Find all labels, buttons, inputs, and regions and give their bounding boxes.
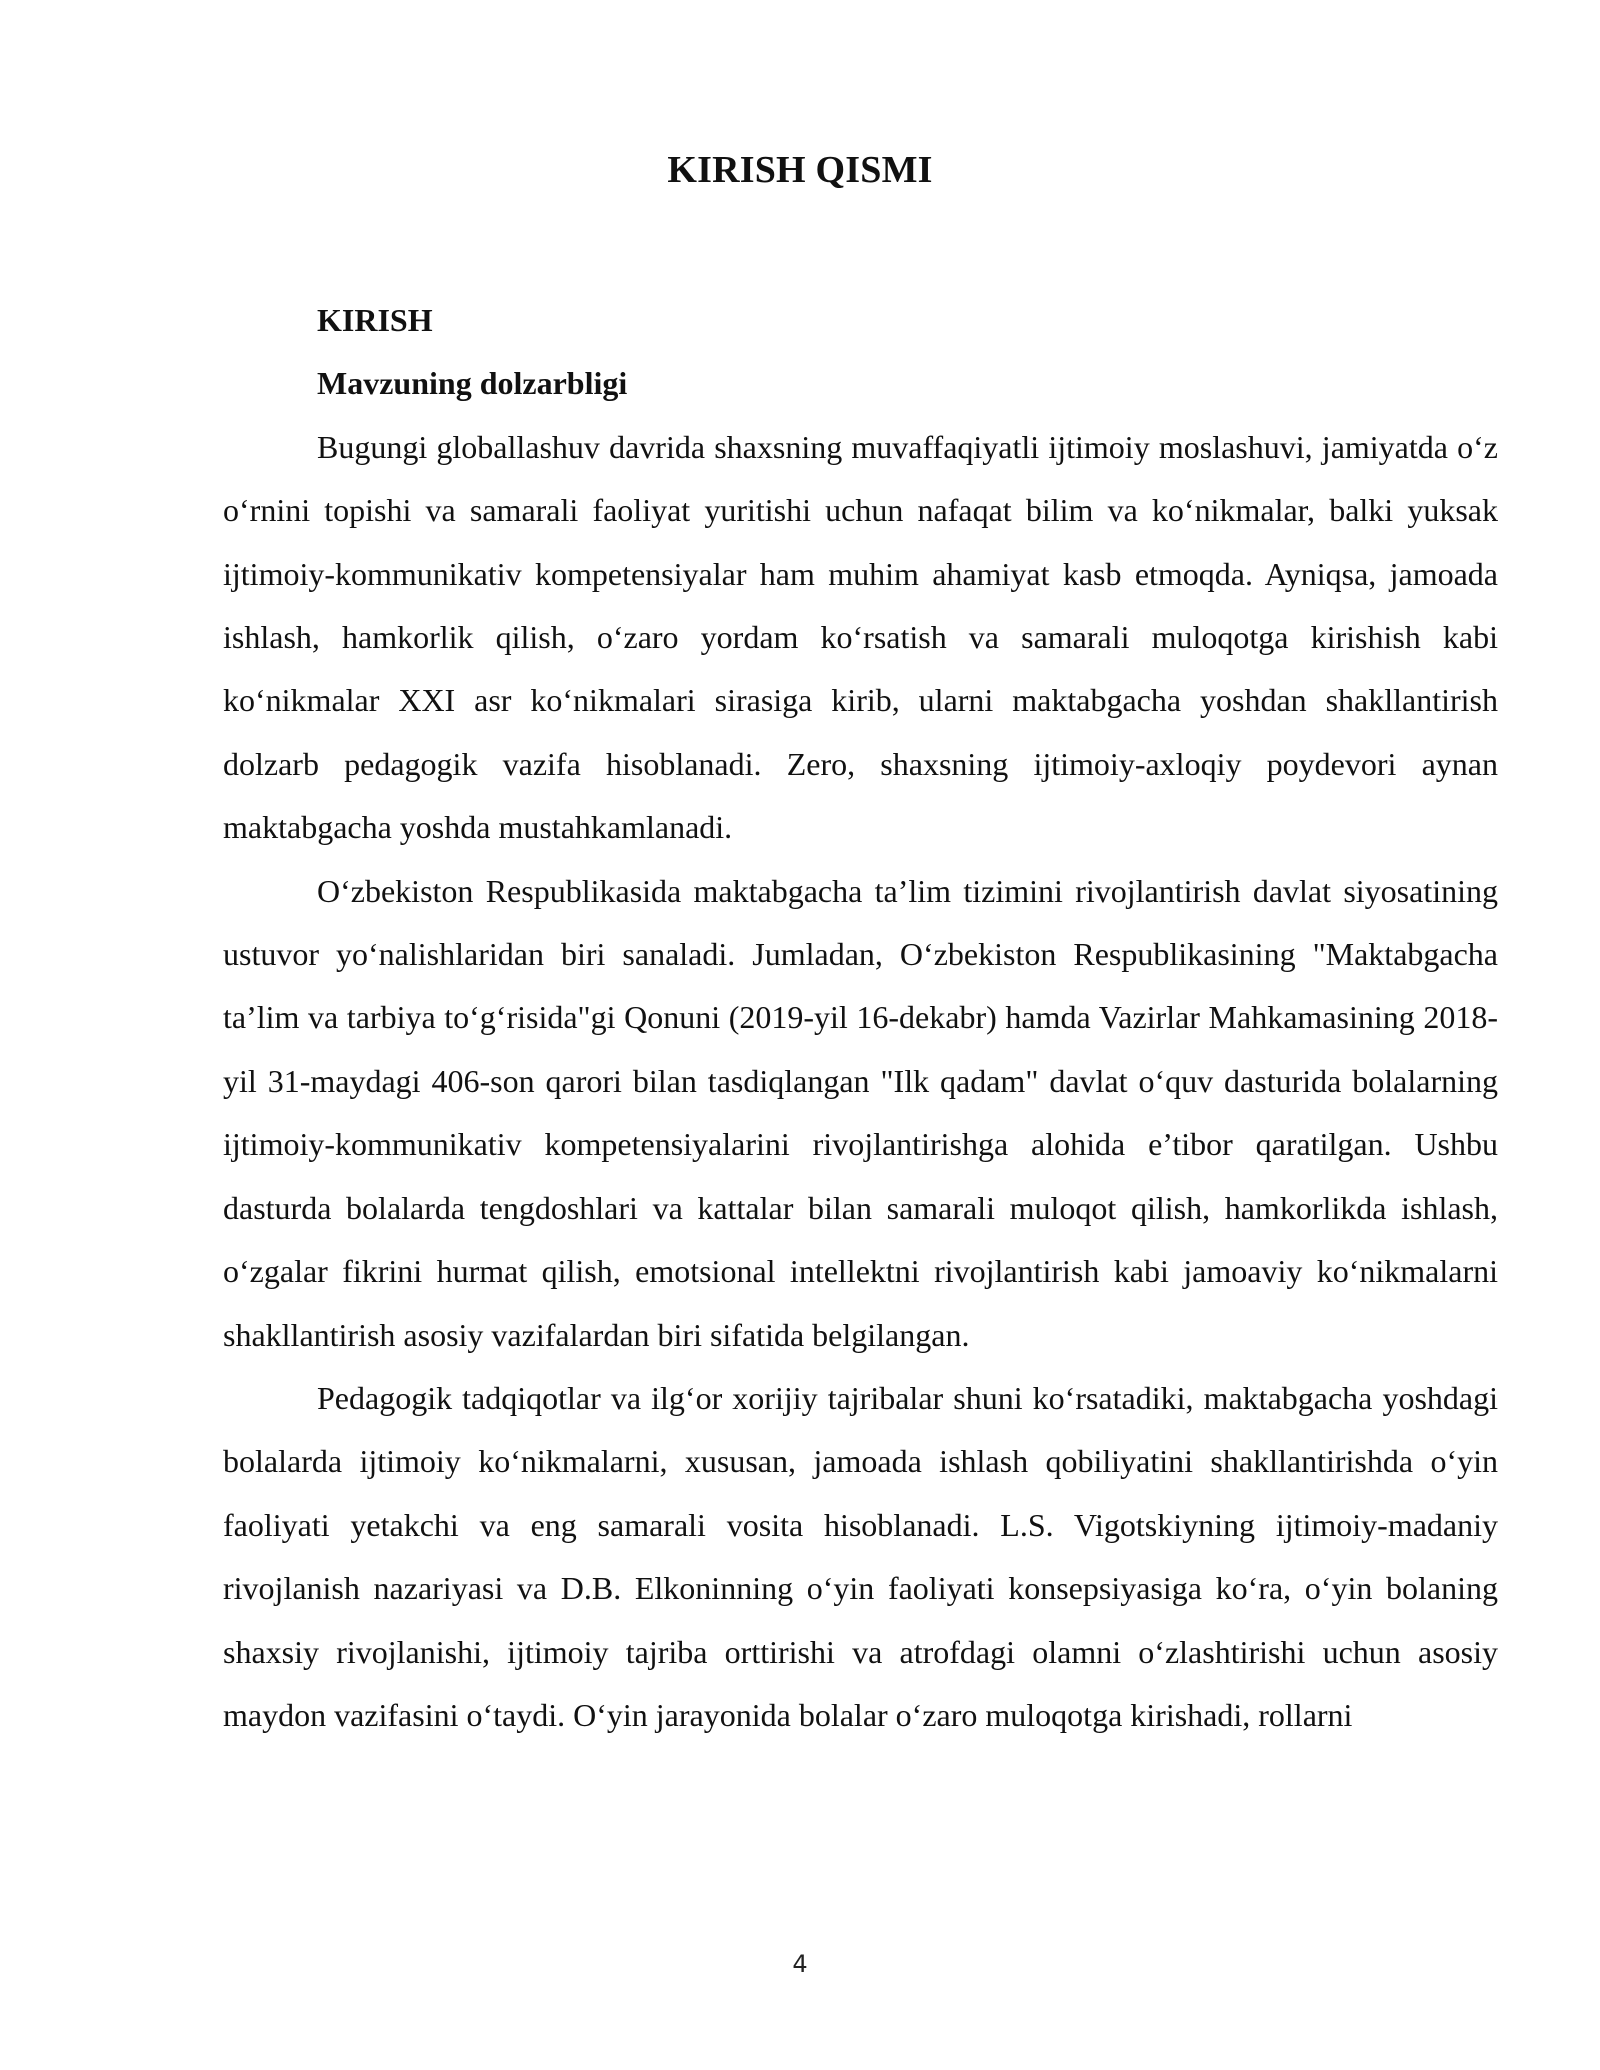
page-body <box>223 289 1498 1747</box>
paragraph: Pedagogik tadqiqotlar va ilg‘or xorijiy tajribalar shuni ko‘rsatadiki, maktabgacha yoshdagi bolalarda ijtimoiy ko‘nikmalarni, xususan, jamoada ishlash qobiliyatini shakllantirishda o‘yin faoliyati yetakchi va eng samarali vosita hisoblanadi. L.S. Vigotskiyning ijtimoiy-madaniy rivojlanish nazariyasi va D.B. Elkoninning o‘yin faoliyati konsepsiyasiga ko‘ra, o‘yin bolaning shaxsiy rivojlanishi, ijtimoiy tajriba orttirishi va atrofdagi olamni o‘zlashtirishi uchun asosiy maydon vazifasini o‘taydi. O‘yin jarayonida bolalar o‘zaro muloqotga kirishadi, rollarni <box>223 1379 1498 1733</box>
paragraph: O‘zbekiston Respublikasida maktabgacha ta’lim tizimini rivojlantirish davlat siyosatining ustuvor yo‘nalishlaridan biri sanaladi. Jumladan, O‘zbekiston Respublikasining "Maktabgacha ta’lim va tarbiya to‘g‘risida"gi Qonuni (2019-yil 16-dekabr) hamda Vazirlar Mahkamasining 2018-yil 31-maydagi 406-son qarori bilan tasdiqlangan "Ilk qadam" davlat o‘quv dasturida bolalarning ijtimoiy-kommunikativ kompetensiyalarini rivojlantirishga alohida e’tibor qaratilgan. Ushbu dasturda bolalarda tengdoshlari va kattalar bilan samarali muloqot qilish, hamkorlikda ishlash, o‘zgalar fikrini hurmat qilish, emotsional intellektni rivojlantirish kabi jamoaviy ko‘nikmalarni shakllantirish asosiy vazifalardan biri sifatida belgilangan. <box>223 872 1498 1353</box>
paragraph: Bugungi globallashuv davrida shaxsning muvaffaqiyatli ijtimoiy moslashuvi, jamiyatda o‘z o‘rnini topishi va samarali faoliyat yuritishi uchun nafaqat bilim va ko‘nikmalar, balki yuksak ijtimoiy-kommunikativ kompetensiyalar ham muhim ahamiyat kasb etmoqda. Ayniqsa, jamoada ishlash, hamkorlik qilish, o‘zaro yordam ko‘rsatish va samarali muloqotga kirishish kabi ko‘nikmalar XXI asr ko‘nikmalari sirasiga kirib, ularni maktabgacha yoshdan shakllantirish dolzarb pedagogik vazifa hisoblanadi. Zero, shaxsning ijtimoiy-axloqiy poydevori aynan maktabgacha yoshda mustahkamlanadi. <box>223 428 1498 846</box>
subsection-heading: Mavzuning dolzarbligi <box>317 365 628 402</box>
chapter-title: KIRISH QISMI <box>667 149 933 191</box>
page-number: 4 <box>792 1950 808 1978</box>
section-heading: KIRISH <box>317 302 433 338</box>
